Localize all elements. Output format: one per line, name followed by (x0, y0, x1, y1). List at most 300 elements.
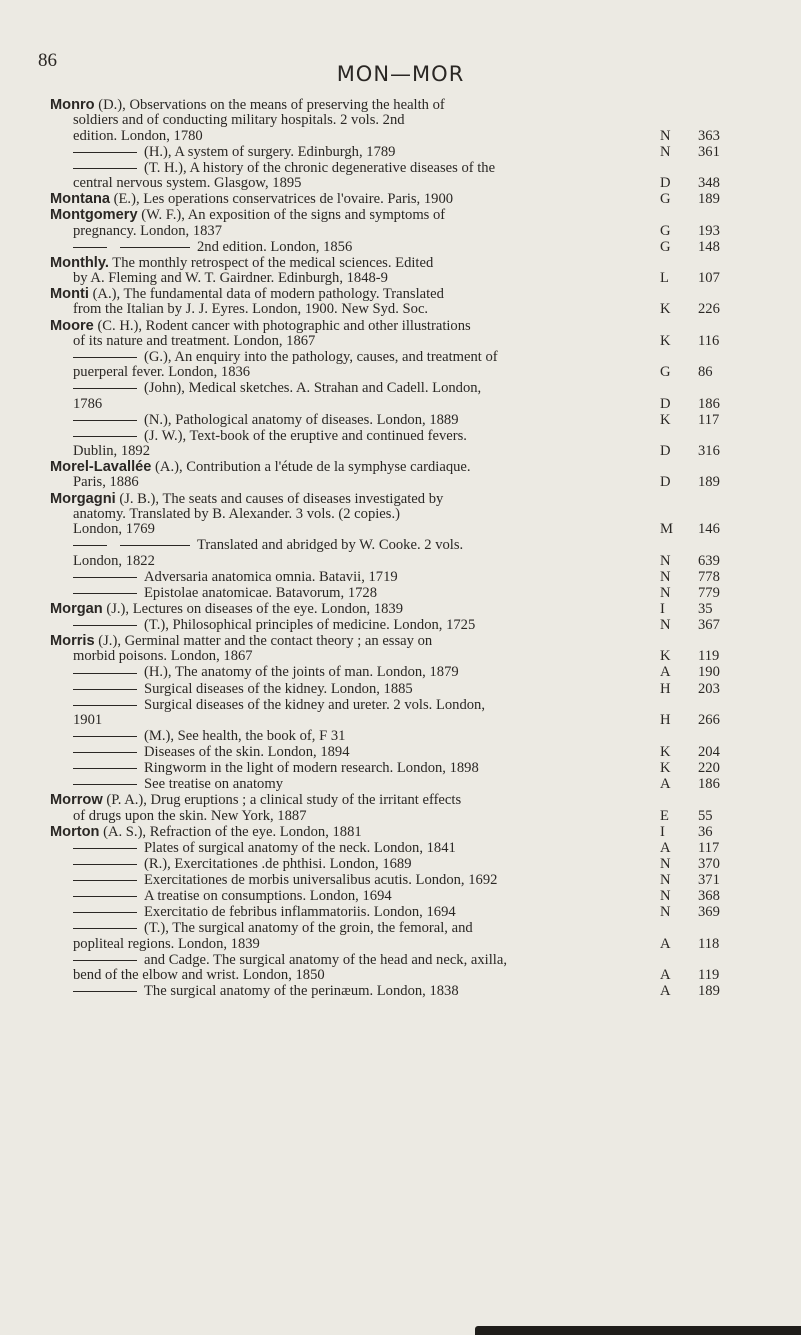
shelf-reference (660, 176, 770, 191)
shelf-number: 148 (698, 238, 720, 255)
shelf-reference (660, 682, 770, 697)
shelf-class-letter: M (660, 521, 673, 538)
ditto-dash (73, 784, 137, 785)
shelf-class-letter: A (660, 839, 671, 856)
entry-text: 1901 (73, 711, 103, 728)
catalog-entry (50, 538, 770, 569)
entry-continuation-line (50, 176, 660, 191)
entry-first-line (50, 287, 660, 302)
shelf-class-letter: I (660, 823, 665, 840)
entry-author-surname: Morgan (50, 600, 103, 617)
catalog-entry (50, 319, 770, 350)
shelf-number: 226 (698, 301, 720, 318)
catalog-entry (50, 413, 770, 428)
shelf-number: 370 (698, 855, 720, 872)
shelf-reference (660, 145, 770, 160)
entry-first-line (50, 682, 660, 697)
entry-text: London, 1769 (73, 521, 155, 538)
entry-continuation-line (50, 968, 660, 983)
entry-text: (A.), The fundamental data of modern pathology. Translated (92, 286, 444, 303)
catalog-entry (50, 570, 770, 585)
catalog-entry (50, 729, 770, 744)
catalog-entry (50, 634, 770, 665)
entry-first-line (50, 873, 660, 888)
shelf-class-letter: N (660, 127, 671, 144)
entry-author-surname: Montgomery (50, 207, 138, 224)
entry-text: bend of the elbow and wrist. London, 1850 (73, 967, 325, 984)
ditto-dash (73, 768, 137, 769)
entry-author-surname: Morel-Lavallée (50, 459, 152, 476)
entry-text: (T.), Philosophical principles of medicine. London, 1725 (144, 616, 476, 633)
entry-text: soldiers and of conducting military hospitals. 2 vols. 2nd (73, 112, 405, 129)
ditto-dash (73, 388, 137, 389)
entry-text: Exercitatio de febribus inflammatoriis. London, 1694 (144, 904, 456, 921)
entry-first-line (50, 665, 660, 680)
shelf-class-letter: D (660, 395, 671, 412)
catalog-entry (50, 208, 770, 239)
ditto-dash (73, 593, 137, 594)
ditto-dash (73, 912, 137, 913)
page-number: 86 (38, 50, 57, 71)
entry-text: anatomy. Translated by B. Alexander. 3 vols. (2 copies.) (73, 505, 400, 522)
entry-text: Ringworm in the light of modern research. London, 1898 (144, 760, 479, 777)
catalog-entry (50, 256, 770, 287)
shelf-reference (660, 968, 770, 983)
shelf-reference (660, 905, 770, 920)
shelf-reference (660, 302, 770, 317)
ditto-dash (73, 736, 137, 737)
shelf-number: 369 (698, 904, 720, 921)
catalog-entry (50, 777, 770, 792)
shelf-class-letter: K (660, 744, 671, 761)
entry-first-line (50, 98, 660, 113)
shelf-class-letter: N (660, 568, 671, 585)
entry-first-line (50, 825, 660, 840)
shelf-class-letter: G (660, 364, 671, 381)
shelf-reference (660, 984, 770, 999)
entry-author-surname: Moore (50, 317, 94, 334)
shelf-class-letter: N (660, 143, 671, 160)
entry-continuation-line (50, 271, 660, 286)
entry-text: of its nature and treatment. London, 1867 (73, 332, 316, 349)
entry-first-line (50, 777, 660, 792)
shelf-class-letter: N (660, 904, 671, 921)
catalog-entry (50, 618, 770, 633)
shelf-number: 55 (698, 807, 713, 824)
shelf-reference (660, 444, 770, 459)
shelf-reference (660, 224, 770, 239)
entry-text: Exercitationes de morbis universalibus acutis. London, 1692 (144, 872, 498, 889)
entry-text: central nervous system. Glasgow, 1895 (73, 175, 302, 192)
shelf-number: 368 (698, 888, 720, 905)
shelf-number: 107 (698, 270, 720, 287)
entry-text: (M.), See health, the book of, F 31 (144, 728, 346, 744)
shelf-reference (660, 334, 770, 349)
shelf-number: 190 (698, 664, 720, 681)
shelf-class-letter: G (660, 238, 671, 255)
catalog-entry (50, 602, 770, 617)
ditto-dash (73, 896, 137, 897)
entry-text: (T. H.), A history of the chronic degenerative diseases of the (144, 159, 496, 176)
shelf-number: 266 (698, 711, 720, 728)
entry-first-line (50, 429, 660, 444)
entry-text: by A. Fleming and W. T. Gairdner. Edinburgh, 1848-9 (73, 270, 388, 287)
entry-continuation-line (50, 113, 660, 128)
entry-text: A treatise on consumptions. London, 1694 (144, 888, 392, 905)
shelf-number: 186 (698, 776, 720, 793)
shelf-number: 361 (698, 143, 720, 160)
shelf-reference (660, 713, 770, 728)
shelf-class-letter: H (660, 680, 671, 697)
ditto-dash (73, 545, 107, 546)
entry-first-line (50, 905, 660, 920)
entry-first-line (50, 984, 660, 999)
ditto-dash (73, 625, 137, 626)
shelf-number: 204 (698, 744, 720, 761)
entry-text: popliteal regions. London, 1839 (73, 935, 260, 952)
ditto-dash (73, 247, 107, 248)
entry-first-line (50, 698, 660, 713)
shelf-number: 348 (698, 175, 720, 192)
shelf-class-letter: K (660, 648, 671, 665)
catalog-entry (50, 240, 770, 255)
entry-continuation-line (50, 475, 660, 490)
shelf-class-letter: K (660, 332, 671, 349)
entry-first-line (50, 889, 660, 904)
catalog-entry (50, 761, 770, 776)
entry-continuation-line (50, 397, 660, 412)
entry-first-line (50, 145, 660, 160)
catalog-entry (50, 586, 770, 601)
ditto-dash (73, 864, 137, 865)
catalog-entry (50, 889, 770, 904)
shelf-reference (660, 809, 770, 824)
entry-author-surname: Morris (50, 633, 95, 650)
entry-first-line (50, 729, 660, 744)
entry-first-line (50, 857, 660, 872)
shelf-reference (660, 649, 770, 664)
entry-text: (T.), The surgical anatomy of the groin, the femoral, and (144, 920, 473, 937)
entry-text: 2nd edition. London, 1856 (197, 238, 353, 255)
entry-text: and Cadge. The surgical anatomy of the head and neck, axilla, (144, 951, 507, 968)
shelf-class-letter: G (660, 191, 671, 208)
entry-text: The surgical anatomy of the perinæum. London, 1838 (144, 983, 459, 1000)
entry-first-line (50, 208, 660, 223)
catalog-entry (50, 145, 770, 160)
ditto-dash (73, 960, 137, 961)
entry-author-surname: Morrow (50, 792, 103, 809)
entry-author-surname: Morgagni (50, 490, 116, 507)
entry-first-line (50, 492, 660, 507)
shelf-class-letter: D (660, 474, 671, 491)
shelf-number: 363 (698, 127, 720, 144)
shelf-reference (660, 554, 770, 569)
entry-text: (W. F.), An exposition of the signs and symptoms of (141, 207, 446, 224)
entry-author-surname: Monro (50, 97, 95, 113)
entry-text: Epistolae anatomicae. Batavorum, 1728 (144, 584, 378, 601)
entry-continuation-line (50, 522, 660, 537)
ditto-dash (73, 880, 137, 881)
entry-text: pregnancy. London, 1837 (73, 222, 223, 239)
entry-continuation-line (50, 649, 660, 664)
shelf-class-letter: A (660, 983, 671, 1000)
shelf-reference (660, 365, 770, 380)
entry-text: (J.), Germinal matter and the contact theory ; an essay on (98, 633, 433, 650)
shelf-reference (660, 271, 770, 286)
shelf-number: 117 (698, 411, 720, 428)
ditto-dash (73, 168, 137, 169)
entry-continuation-line (50, 937, 660, 952)
entry-text: (R.), Exercitationes .de phthisi. London, 1689 (144, 855, 412, 872)
shelf-reference (660, 777, 770, 792)
ditto-dash (73, 420, 137, 421)
shelf-reference (660, 192, 770, 207)
shelf-number: 371 (698, 872, 720, 889)
catalog-entry (50, 98, 770, 144)
entry-text: (D.), Observations on the means of preserving the health of (98, 97, 445, 113)
shelf-number: 117 (698, 839, 720, 856)
shelf-class-letter: N (660, 552, 671, 569)
ditto-dash (73, 705, 137, 706)
shelf-reference (660, 857, 770, 872)
shelf-class-letter: K (660, 411, 671, 428)
entry-text: Paris, 1886 (73, 474, 139, 491)
shelf-number: 779 (698, 584, 720, 601)
entry-first-line (50, 240, 660, 255)
entry-continuation-line (50, 507, 660, 522)
entry-text: (A. S.), Refraction of the eye. London, 1881 (103, 823, 362, 840)
entry-first-line (50, 634, 660, 649)
shelf-reference (660, 889, 770, 904)
entry-text: London, 1822 (73, 552, 155, 569)
shelf-class-letter: N (660, 855, 671, 872)
catalog-entry (50, 857, 770, 872)
entry-first-line (50, 161, 660, 176)
catalog-entry (50, 953, 770, 984)
shelf-class-letter: D (660, 443, 671, 460)
shelf-reference (660, 522, 770, 537)
shelf-number: 189 (698, 983, 720, 1000)
entry-first-line (50, 586, 660, 601)
shelf-reference (660, 761, 770, 776)
entry-text: (H.), The anatomy of the joints of man. London, 1879 (144, 664, 459, 681)
entry-continuation-line (50, 334, 660, 349)
entry-text: The monthly retrospect of the medical sciences. Edited (112, 254, 434, 271)
shelf-class-letter: E (660, 807, 669, 824)
shelf-reference (660, 937, 770, 952)
entry-continuation-line (50, 129, 660, 144)
ditto-dash (73, 928, 137, 929)
ditto-dash (73, 673, 137, 674)
shelf-reference (660, 665, 770, 680)
entry-first-line (50, 319, 660, 334)
shelf-number: 193 (698, 222, 720, 239)
page-edge-shadow (475, 1326, 801, 1335)
shelf-number: 316 (698, 443, 720, 460)
shelf-class-letter: K (660, 760, 671, 777)
shelf-class-letter: A (660, 935, 671, 952)
shelf-reference (660, 745, 770, 760)
shelf-reference (660, 586, 770, 601)
running-head: MON—MOR (336, 62, 465, 86)
entry-author-surname: Monti (50, 286, 89, 303)
entry-text: edition. London, 1780 (73, 127, 203, 144)
shelf-class-letter: H (660, 711, 671, 728)
shelf-class-letter: N (660, 584, 671, 601)
ditto-dash (73, 752, 137, 753)
shelf-reference (660, 825, 770, 840)
shelf-reference (660, 397, 770, 412)
shelf-class-letter: N (660, 616, 671, 633)
entry-text: Translated and abridged by W. Cooke. 2 vols. (197, 537, 464, 554)
catalog-entry (50, 984, 770, 999)
entry-text: See treatise on anatomy (144, 776, 283, 793)
entry-first-line (50, 921, 660, 936)
shelf-reference (660, 240, 770, 255)
entry-first-line (50, 413, 660, 428)
shelf-class-letter: D (660, 175, 671, 192)
shelf-reference (660, 841, 770, 856)
entry-text: Diseases of the skin. London, 1894 (144, 744, 350, 761)
shelf-number: 639 (698, 552, 720, 569)
entry-first-line (50, 761, 660, 776)
shelf-reference (660, 570, 770, 585)
entry-text: of drugs upon the skin. New York, 1887 (73, 807, 307, 824)
entry-author-surname: Monthly. (50, 254, 109, 271)
ditto-dash (73, 577, 137, 578)
entry-text: (H.), A system of surgery. Edinburgh, 1789 (144, 143, 396, 160)
shelf-number: 118 (698, 935, 720, 952)
catalog-entry (50, 350, 770, 381)
catalog-entry (50, 873, 770, 888)
entry-text: Dublin, 1892 (73, 443, 151, 460)
entry-text: morbid poisons. London, 1867 (73, 648, 253, 665)
shelf-number: 146 (698, 521, 720, 538)
ditto-dash (73, 991, 137, 992)
entry-continuation-line (50, 302, 660, 317)
shelf-class-letter: I (660, 600, 665, 617)
entry-continuation-line (50, 365, 660, 380)
entry-author-surname: Montana (50, 191, 110, 208)
shelf-number: 203 (698, 680, 720, 697)
shelf-class-letter: K (660, 301, 671, 318)
ditto-dash (73, 848, 137, 849)
shelf-number: 116 (698, 332, 720, 349)
shelf-reference (660, 475, 770, 490)
catalog-entry (50, 905, 770, 920)
ditto-dash (73, 689, 137, 690)
entry-first-line (50, 570, 660, 585)
ditto-dash (120, 247, 190, 248)
entry-text: (G.), An enquiry into the pathology, causes, and treatment of (144, 348, 498, 365)
shelf-class-letter: G (660, 222, 671, 239)
entry-first-line (50, 745, 660, 760)
shelf-number: 35 (698, 600, 713, 617)
catalog-entry (50, 287, 770, 318)
entry-text: Plates of surgical anatomy of the neck. London, 1841 (144, 839, 456, 856)
shelf-reference (660, 413, 770, 428)
entry-text: (N.), Pathological anatomy of diseases. London, 1889 (144, 411, 459, 428)
entry-text: from the Italian by J. J. Eyres. London, 1900. New Syd. Soc. (73, 301, 429, 318)
shelf-number: 86 (698, 364, 713, 381)
entry-first-line (50, 953, 660, 968)
shelf-number: 367 (698, 616, 720, 633)
entry-first-line (50, 538, 660, 553)
ditto-dash (73, 357, 137, 358)
shelf-number: 189 (698, 191, 720, 208)
entry-first-line (50, 256, 660, 271)
entry-first-line (50, 602, 660, 617)
shelf-number: 36 (698, 823, 713, 840)
entry-text: puerperal fever. London, 1836 (73, 364, 251, 381)
entry-text: Adversaria anatomica omnia. Batavii, 1719 (144, 568, 398, 585)
entry-first-line (50, 381, 660, 396)
shelf-reference (660, 618, 770, 633)
entry-first-line (50, 460, 660, 475)
entry-text: (P. A.), Drug eruptions ; a clinical study of the irritant effects (106, 792, 462, 809)
catalog-entry (50, 698, 770, 729)
entry-continuation-line (50, 713, 660, 728)
shelf-class-letter: L (660, 270, 669, 287)
shelf-class-letter: A (660, 967, 671, 984)
ditto-dash (120, 545, 190, 546)
catalog-entry (50, 429, 770, 460)
entry-text: (John), Medical sketches. A. Strahan and Cadell. London, (144, 380, 482, 397)
catalog-entry (50, 161, 770, 192)
entry-continuation-line (50, 554, 660, 569)
shelf-number: 119 (698, 967, 720, 984)
catalog-entry (50, 381, 770, 412)
entry-text: 1786 (73, 395, 103, 412)
ditto-dash (73, 436, 137, 437)
entry-text: (E.), Les operations conservatrices de l'ovaire. Paris, 1900 (113, 191, 454, 208)
catalog-entry (50, 192, 770, 207)
shelf-number: 220 (698, 760, 720, 777)
catalog-entry (50, 682, 770, 697)
shelf-number: 186 (698, 395, 720, 412)
entry-continuation-line (50, 444, 660, 459)
catalog-entry (50, 921, 770, 952)
entry-text: Surgical diseases of the kidney and ureter. 2 vols. London, (144, 696, 485, 713)
ditto-dash (73, 152, 137, 153)
catalog-entry (50, 665, 770, 680)
shelf-class-letter: N (660, 872, 671, 889)
entry-author-surname: Morton (50, 823, 100, 840)
catalog-entry (50, 745, 770, 760)
shelf-class-letter: A (660, 776, 671, 793)
entry-text: (J.), Lectures on diseases of the eye. London, 1839 (106, 600, 404, 617)
shelf-reference (660, 602, 770, 617)
shelf-number: 119 (698, 648, 720, 665)
catalog-entry (50, 492, 770, 538)
shelf-number: 189 (698, 474, 720, 491)
shelf-class-letter: N (660, 888, 671, 905)
shelf-class-letter: A (660, 664, 671, 681)
shelf-reference (660, 873, 770, 888)
catalog-entry (50, 841, 770, 856)
catalog-entry (50, 825, 770, 840)
shelf-number: 778 (698, 568, 720, 585)
catalog-listing (50, 98, 770, 999)
shelf-reference (660, 129, 770, 144)
entry-first-line (50, 192, 660, 207)
entry-first-line (50, 841, 660, 856)
catalog-entry (50, 460, 770, 491)
entry-text: Surgical diseases of the kidney. London, 1885 (144, 680, 413, 697)
entry-continuation-line (50, 809, 660, 824)
entry-text: (C. H.), Rodent cancer with photographic and other illustrations (97, 317, 471, 334)
entry-text: (J. W.), Text-book of the eruptive and continued fevers. (144, 427, 467, 444)
